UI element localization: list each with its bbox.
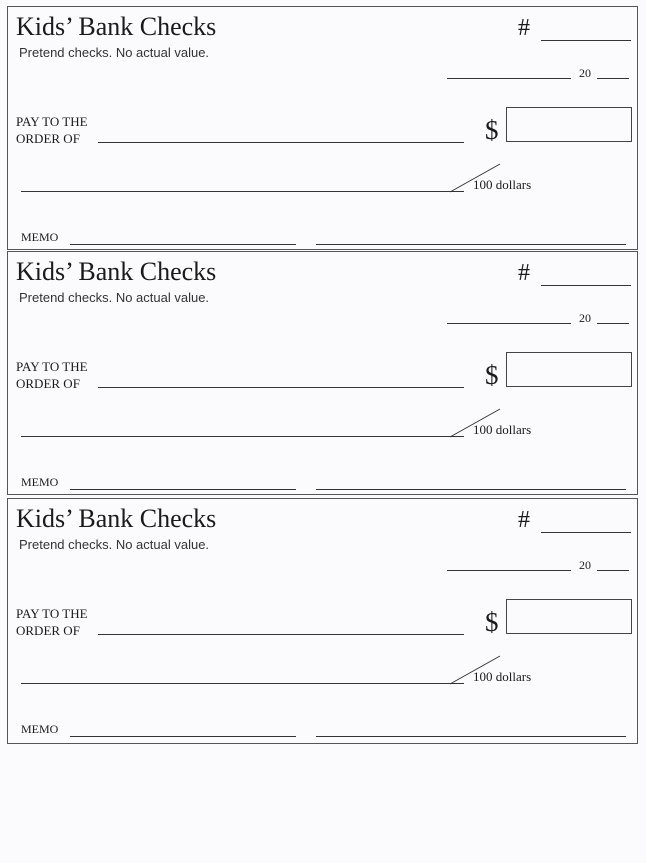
dollar-sign: $ [485,360,499,390]
check [7,498,638,744]
check-title: Kids’ Bank Checks [16,504,217,533]
check-title: Kids’ Bank Checks [16,12,217,41]
fraction-label: 100 dollars [473,177,532,192]
check-number-field[interactable] [541,40,631,41]
amount-field[interactable] [506,352,632,387]
memo-field[interactable] [70,244,296,245]
memo-label: MEMO [21,722,59,736]
memo-field[interactable] [70,736,296,737]
check [7,6,638,250]
check-title: Kids’ Bank Checks [16,257,217,286]
amount-field[interactable] [506,107,632,142]
memo-label: MEMO [21,475,59,489]
amount-field[interactable] [506,599,632,634]
pay-to-label-text: PAY TO THE ORDER OF [16,606,88,638]
check-number-sign: # [518,507,530,533]
year-prefix: 20 [579,66,591,80]
payee-field[interactable] [98,387,464,388]
signature-field[interactable] [316,244,626,245]
check-subtitle: Pretend checks. No actual value. [19,290,210,305]
date-field[interactable] [447,570,571,571]
check-number-field[interactable] [541,532,631,533]
signature-field[interactable] [316,736,626,737]
pay-to-label [16,358,88,392]
check-number-sign: # [518,260,530,286]
amount-in-words-field[interactable] [21,436,464,437]
payee-field[interactable] [98,142,464,143]
amount-in-words-field[interactable] [21,191,464,192]
year-prefix: 20 [579,311,591,325]
year-field[interactable] [597,570,629,571]
pay-to-label-text: PAY TO THE ORDER OF [16,114,88,146]
check-number-sign: # [518,15,530,41]
check [7,251,638,495]
pay-to-label [16,113,88,147]
check-number-field[interactable] [541,285,631,286]
fraction-label: 100 dollars [473,669,532,684]
payee-field[interactable] [98,634,464,635]
memo-label: MEMO [21,230,59,244]
check-subtitle: Pretend checks. No actual value. [19,45,210,60]
dollar-sign: $ [485,607,499,637]
pay-to-label [16,605,88,639]
fraction-label: 100 dollars [473,422,532,437]
year-field[interactable] [597,78,629,79]
year-field[interactable] [597,323,629,324]
pay-to-label-text: PAY TO THE ORDER OF [16,359,88,391]
memo-field[interactable] [70,489,296,490]
dollar-sign: $ [485,115,499,145]
signature-field[interactable] [316,489,626,490]
check-subtitle: Pretend checks. No actual value. [19,537,210,552]
date-field[interactable] [447,323,571,324]
amount-in-words-field[interactable] [21,683,464,684]
year-prefix: 20 [579,558,591,572]
date-field[interactable] [447,78,571,79]
